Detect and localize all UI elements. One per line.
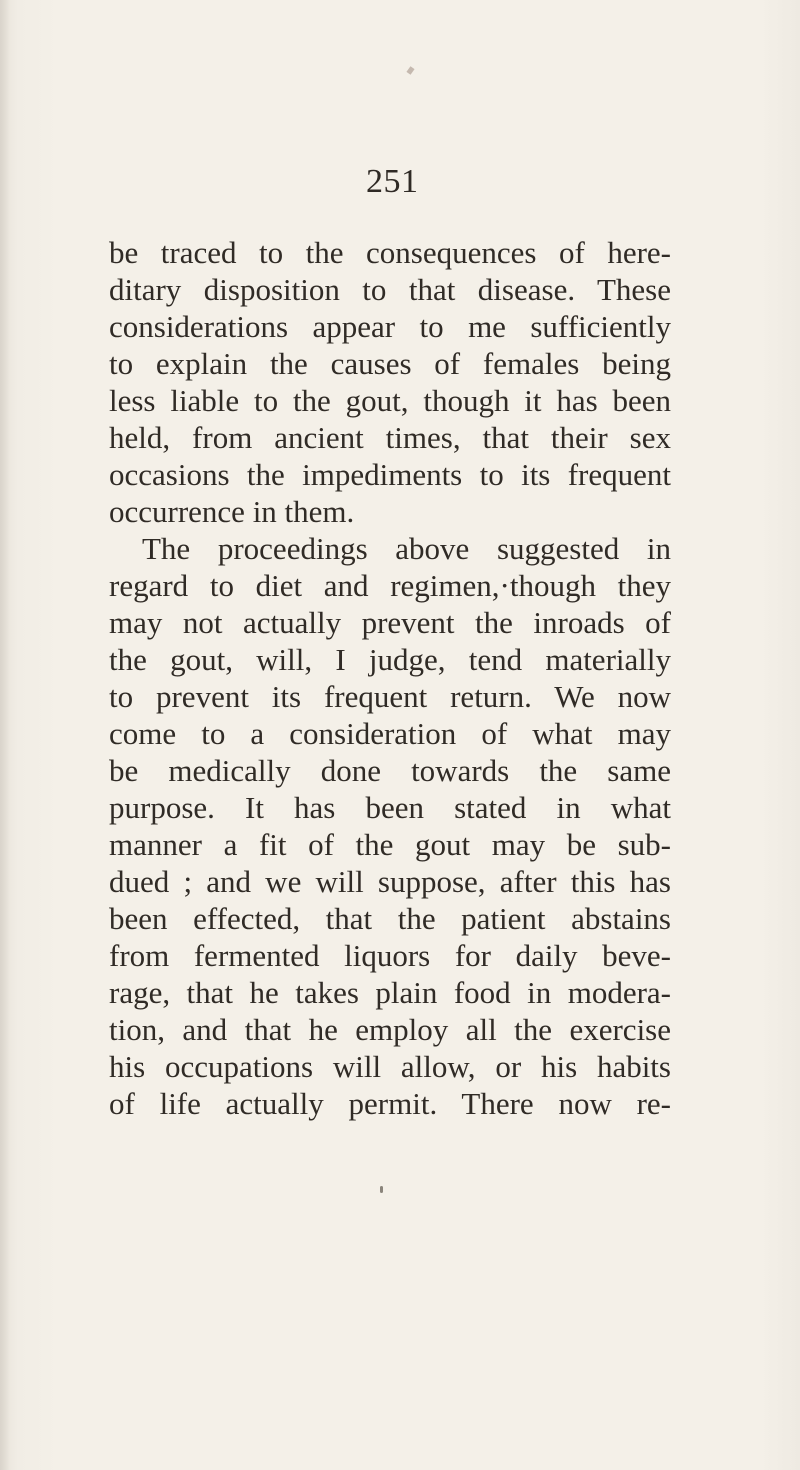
text-line: considerations appear to me sufficiently — [109, 309, 671, 344]
text-line: held, from ancient times, that their sex — [109, 420, 671, 455]
paper-speck — [380, 1186, 383, 1193]
text-line: regard to diet and regimen,·though they — [109, 568, 671, 603]
page-binding-shadow — [0, 0, 10, 1470]
text-line: manner a fit of the gout may be sub- — [109, 827, 671, 862]
body-text — [109, 234, 671, 1121]
paragraph-start-line: The proceedings above suggested in — [142, 531, 671, 566]
text-line: occurrence in them. — [109, 494, 355, 529]
text-line: may not actually prevent the inroads of — [109, 605, 671, 640]
text-line: purpose. It has been stated in what — [109, 790, 671, 825]
text-line: less liable to the gout, though it has been — [109, 383, 671, 418]
text-line: from fermented liquors for daily beve- — [109, 938, 671, 973]
text-line: rage, that he takes plain food in modera- — [109, 975, 671, 1010]
text-line: the gout, will, I judge, tend materially — [109, 642, 671, 677]
text-line: come to a consideration of what may — [109, 716, 671, 751]
page-number: 251 — [366, 163, 419, 200]
text-line: ditary disposition to that disease. These — [109, 272, 671, 307]
text-line: been effected, that the patient abstains — [109, 901, 671, 936]
text-line: tion, and that he employ all the exercise — [109, 1012, 671, 1047]
text-line: occasions the impediments to its frequent — [109, 457, 671, 492]
paper-speck — [406, 66, 414, 75]
text-line: to prevent its frequent return. We now — [109, 679, 671, 714]
text-line: be medically done towards the same — [109, 753, 671, 788]
text-line: to explain the causes of females being — [109, 346, 671, 381]
text-line: dued ; and we will suppose, after this has — [109, 864, 671, 899]
text-line: be traced to the consequences of here- — [109, 235, 671, 270]
text-line: his occupations will allow, or his habits — [109, 1049, 671, 1084]
text-line: of life actually permit. There now re- — [109, 1086, 671, 1121]
